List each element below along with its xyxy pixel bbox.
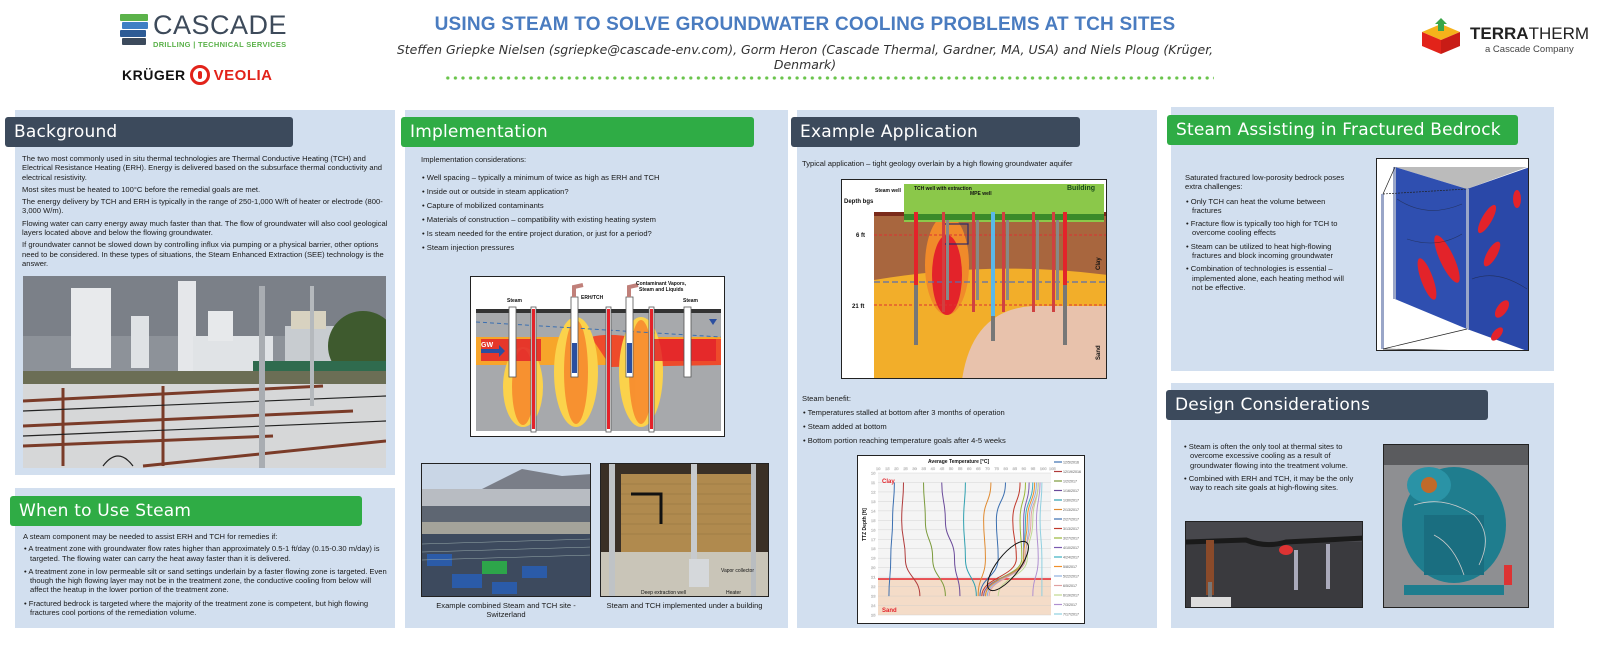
building-caption: Steam and TCH implemented under a building bbox=[606, 601, 763, 610]
svg-text:20: 20 bbox=[871, 565, 876, 571]
svg-text:Deep extraction well: Deep extraction well bbox=[641, 590, 687, 596]
when-to-use-header: When to Use Steam bbox=[10, 496, 362, 526]
list-item: • Combination of technologies is essential – implemented alone, each heating method will not be effective. bbox=[1185, 264, 1353, 292]
steam-well-diagram bbox=[470, 276, 725, 437]
svg-text:25: 25 bbox=[871, 612, 876, 618]
cascade-tagline: DRILLING | TECHNICAL SERVICES bbox=[153, 40, 287, 49]
veolia-wordmark: VEOLIA bbox=[213, 66, 273, 84]
svg-text:22: 22 bbox=[871, 584, 876, 590]
svg-text:GW: GW bbox=[481, 342, 494, 349]
title-block bbox=[370, 14, 1240, 72]
poster-authors: Steffen Griepke Nielsen (sgriepke@cascade-env.com), Gorm Heron (Cascade Thermal, Gardner, MA, USA) and Niels Ploug (Krüger, Denmark) bbox=[396, 42, 1214, 72]
svg-text:18: 18 bbox=[871, 546, 876, 552]
svg-text:60: 60 bbox=[967, 466, 972, 471]
svg-text:7/3/2017: 7/3/2017 bbox=[1063, 603, 1077, 607]
svg-text:5/22/2017: 5/22/2017 bbox=[1063, 574, 1079, 579]
design-header: Design Considerations bbox=[1166, 390, 1488, 420]
svg-text:70: 70 bbox=[985, 466, 990, 471]
example-header: Example Application bbox=[791, 117, 1080, 147]
svg-text:7/17/2017: 7/17/2017 bbox=[1063, 612, 1079, 617]
steam-benefit-text: Steam benefit: • Temperatures stalled at bottom after 3 months of operation • Steam added at bottom • Bottom portion reaching temperature goals after 4-5 weeks bbox=[802, 394, 1152, 449]
svg-text:ERH/TCH: ERH/TCH bbox=[581, 295, 604, 301]
svg-text:80: 80 bbox=[1003, 466, 1008, 471]
terratherm-wordmark: TERRATHERM bbox=[1470, 24, 1590, 43]
bedrock-model-figure bbox=[1376, 158, 1529, 351]
svg-text:TCH well with extraction: TCH well with extraction bbox=[914, 186, 972, 192]
svg-text:5/8/2017: 5/8/2017 bbox=[1063, 565, 1077, 569]
list-item: • Only TCH can heat the volume between fractures bbox=[1185, 197, 1353, 216]
geology-diagram bbox=[841, 179, 1107, 379]
svg-text:17: 17 bbox=[871, 536, 876, 542]
svg-text:Average Temperature [°C]: Average Temperature [°C] bbox=[928, 459, 990, 465]
svg-text:2/27/2017: 2/27/2017 bbox=[1063, 517, 1079, 522]
switzerland-caption: Example combined Steam and TCH site - Switzerland bbox=[436, 601, 576, 619]
svg-text:Steam: Steam bbox=[507, 298, 523, 304]
list-item: • Combined with ERH and TCH, it may be the only way to reach site goals at high-flowing sites. bbox=[1183, 474, 1355, 493]
svg-text:1/30/2017: 1/30/2017 bbox=[1063, 498, 1079, 503]
svg-text:90: 90 bbox=[1021, 466, 1027, 471]
svg-text:105: 105 bbox=[1049, 466, 1056, 471]
svg-text:30: 30 bbox=[912, 466, 917, 471]
list-item: • Well spacing – typically a minimum of twice as high as ERH and TCH bbox=[421, 173, 781, 182]
svg-text:1/16/2017: 1/16/2017 bbox=[1063, 489, 1079, 493]
svg-text:19: 19 bbox=[871, 555, 876, 561]
list-item: • Steam injection pressures bbox=[421, 243, 781, 252]
svg-text:4/10/2017: 4/10/2017 bbox=[1063, 546, 1079, 550]
svg-text:10: 10 bbox=[871, 470, 876, 476]
svg-text:Clay: Clay bbox=[882, 479, 895, 485]
kruger-veolia-logo bbox=[122, 64, 273, 86]
svg-text:13: 13 bbox=[871, 498, 876, 504]
terratherm-logo bbox=[1420, 14, 1590, 56]
svg-text:55: 55 bbox=[957, 466, 963, 471]
poster-title: USING STEAM TO SOLVE GROUNDWATER COOLING PROBLEMS AT TCH SITES bbox=[434, 14, 1176, 35]
list-item: • A treatment zone in low permeable silt or sand settings underlain by a faster flowing zone is targeted. Even though the high flowing layer may not be in the treatment zone, the conductive cooling from below will affect the heatup in the lower portion of the treatment zone. bbox=[23, 567, 387, 595]
svg-text:Steam: Steam bbox=[683, 298, 699, 304]
implementation-header: Implementation bbox=[401, 117, 754, 147]
list-item: • Bottom portion reaching temperature goals after 4-5 weeks bbox=[802, 436, 1152, 445]
building-site-photo bbox=[600, 463, 769, 597]
list-item: • Fractured bedrock is targeted where the majority of the treatment zone is competent, but high flowing fractures cool portions of the remediation volume. bbox=[23, 599, 387, 618]
svg-text:95: 95 bbox=[1030, 466, 1036, 471]
svg-text:TTZ Depth [ft]: TTZ Depth [ft] bbox=[862, 508, 868, 541]
svg-text:12/5/2016: 12/5/2016 bbox=[1063, 460, 1079, 465]
bedrock-text: Saturated fractured low-porosity bedrock poses extra challenges: • Only TCH can heat the volume between fractures • Fracture flow is typically too high for TCH to overcome cooling effects • Steam can be utilized to heat high-flowing fractures and block incoming groundwater • Combination of technologies is essential – implemented alone, each heating method will not be effective. bbox=[1185, 173, 1353, 296]
dotted-divider bbox=[444, 76, 1214, 80]
list-item: • Fracture flow is typically too high for TCH to overcome cooling effects bbox=[1185, 219, 1353, 238]
svg-text:35: 35 bbox=[921, 466, 926, 471]
background-header: Background bbox=[5, 117, 293, 147]
svg-text:40: 40 bbox=[930, 466, 936, 471]
cascade-logo bbox=[120, 10, 288, 52]
veolia-mark-icon bbox=[190, 65, 210, 85]
svg-text:15: 15 bbox=[871, 517, 876, 523]
svg-text:Steam and Liquids: Steam and Liquids bbox=[639, 287, 684, 293]
implementation-text: Implementation considerations: • Well spacing – typically a minimum of twice as high as ERH and TCH • Inside out or outside in steam application? • Capture of mobilized contaminants • Materials of construction – compatibility with existing heating system • Is steam needed for the entire project duration, or just for a period? • Steam injection pressures bbox=[421, 155, 781, 256]
background-text: The two most commonly used in situ thermal technologies are Thermal Conductive Heating (TCH) and Electrical Resistance Heating (ERH). Energy is delivered based on the subsurface thermal conductivity and electrical resistivity. Most sites must be heated to 100°C before the remedial goals are met. The energy delivery by TCH and ERH is typically in the range of 250-1,000 W/ft of heater or electrode (800-3,000 W/m). Flowing water can carry energy away much faster than that. The flow of groundwater will also cool geological layers located above and below the flowing groundwater. If groundwater cannot be slowed down by controlling influx via pumping or a physical barrier, other options need to be considered. In these types of situations, the Steam Enhanced Extraction (SEE) technology is the answer. bbox=[22, 154, 388, 268]
terratherm-cube-icon bbox=[1420, 18, 1462, 54]
svg-text:6/5/2017: 6/5/2017 bbox=[1063, 584, 1077, 588]
svg-text:50: 50 bbox=[948, 466, 954, 471]
svg-text:MPE well: MPE well bbox=[970, 191, 992, 197]
svg-text:10: 10 bbox=[876, 466, 881, 471]
cascade-wordmark: CASCADE bbox=[153, 10, 288, 40]
svg-text:Depth bgs: Depth bgs bbox=[844, 199, 874, 205]
svg-text:45: 45 bbox=[939, 466, 945, 471]
list-item: • Temperatures stalled at bottom after 3 months of operation bbox=[802, 408, 1152, 417]
svg-text:Sand: Sand bbox=[1096, 345, 1102, 360]
example-intro: Typical application – tight geology overlain by a high flowing groundwater aquifer bbox=[802, 159, 1073, 168]
terratherm-tagline: a Cascade Company bbox=[1485, 44, 1574, 55]
svg-text:21 ft: 21 ft bbox=[852, 304, 865, 310]
design-text bbox=[1183, 442, 1355, 496]
svg-text:3/27/2017: 3/27/2017 bbox=[1063, 536, 1079, 541]
temperature-chart bbox=[857, 455, 1085, 624]
svg-text:21: 21 bbox=[871, 574, 876, 580]
svg-text:12/19/2016: 12/19/2016 bbox=[1063, 470, 1081, 474]
svg-text:Building: Building bbox=[1067, 185, 1095, 192]
list-item: • Is steam needed for the entire project duration, or just for a period? bbox=[421, 229, 781, 238]
svg-text:12: 12 bbox=[871, 489, 876, 495]
list-item: • Materials of construction – compatibility with existing heating system bbox=[421, 215, 781, 224]
steam-piping-photo bbox=[1185, 521, 1363, 608]
svg-text:1/2/2017: 1/2/2017 bbox=[1063, 479, 1077, 484]
svg-text:25: 25 bbox=[903, 466, 908, 471]
list-item: • A treatment zone with groundwater flow rates higher than approximately 0.5-1 ft/day (0.15-0.30 m/day) is targeted. The flowing water can carry the heat away faster than it is delivered. bbox=[23, 544, 387, 563]
svg-text:6 ft: 6 ft bbox=[856, 233, 865, 239]
svg-text:Vapor collector: Vapor collector bbox=[721, 568, 754, 574]
svg-text:Contaminant Vapors,: Contaminant Vapors, bbox=[636, 281, 687, 287]
list-item: • Inside out or outside in steam application? bbox=[421, 187, 781, 196]
svg-text:Steam well: Steam well bbox=[875, 188, 901, 194]
svg-text:Sand: Sand bbox=[882, 608, 897, 614]
steam-boiler-photo bbox=[1383, 444, 1529, 608]
industrial-site-photo bbox=[23, 276, 386, 468]
svg-text:3/13/2017: 3/13/2017 bbox=[1063, 527, 1079, 531]
svg-text:4/24/2017: 4/24/2017 bbox=[1063, 555, 1079, 560]
when-to-use-text: A steam component may be needed to assist ERH and TCH for remedies if: • A treatment zone with groundwater flow rates higher than approximately 0.5-1 ft/day (0.15-0.30 m/day) is targeted. The flowing water can carry the heat away faster than it is delivered. • A treatment zone in low permeable silt or sand settings underlain by a faster flowing zone is targeted. Even though the high flowing layer may not be in the treatment zone, the conductive cooling from below will affect the heatup in the lower portion of the treatment zone. • Fractured bedrock is targeted where the majority of the treatment zone is competent, but high flowing fractures cool portions of the remediation volume. bbox=[23, 532, 387, 621]
kruger-wordmark: KRÜGER bbox=[122, 67, 186, 83]
svg-text:Heater: Heater bbox=[726, 590, 742, 596]
svg-text:23: 23 bbox=[871, 593, 876, 599]
svg-text:6/19/2017: 6/19/2017 bbox=[1063, 593, 1079, 598]
svg-text:85: 85 bbox=[1012, 466, 1018, 471]
svg-text:16: 16 bbox=[871, 527, 876, 533]
svg-text:65: 65 bbox=[976, 466, 981, 471]
list-item: • Steam can be utilized to heat high-flowing fractures and block incoming groundwater bbox=[1185, 242, 1353, 261]
switzerland-site-photo bbox=[421, 463, 591, 597]
svg-text:11: 11 bbox=[871, 479, 876, 485]
svg-text:2/13/2017: 2/13/2017 bbox=[1063, 508, 1079, 512]
svg-text:14: 14 bbox=[871, 508, 876, 514]
list-item: • Steam added at bottom bbox=[802, 422, 1152, 431]
svg-text:15: 15 bbox=[885, 466, 890, 471]
svg-text:Clay: Clay bbox=[1096, 257, 1102, 270]
svg-text:100: 100 bbox=[1039, 466, 1047, 471]
list-item: • Capture of mobilized contaminants bbox=[421, 201, 781, 210]
svg-text:75: 75 bbox=[994, 466, 999, 471]
bedrock-header: Steam Assisting in Fractured Bedrock bbox=[1167, 115, 1518, 145]
list-item: • Steam is often the only tool at thermal sites to overcome excessive cooling as a result of groundwater flowing into the treatment volume. bbox=[1183, 442, 1355, 470]
cascade-mark-icon bbox=[120, 14, 150, 46]
svg-text:24: 24 bbox=[871, 603, 876, 609]
svg-text:20: 20 bbox=[894, 466, 899, 471]
